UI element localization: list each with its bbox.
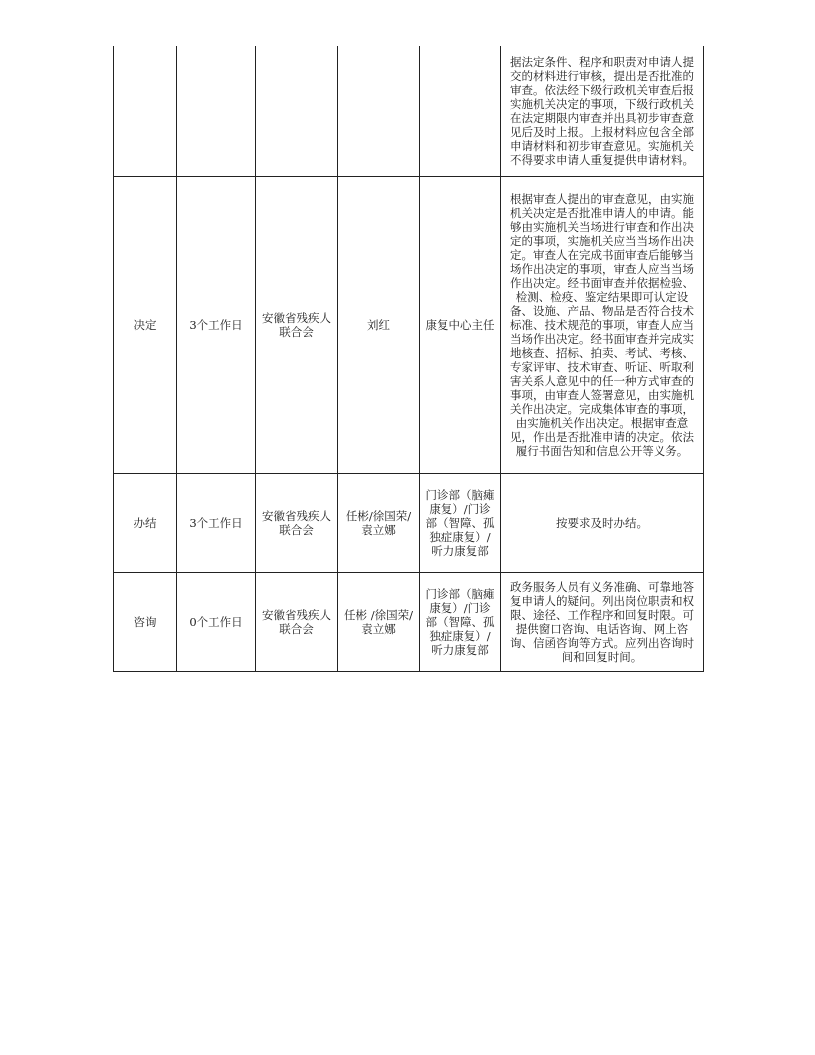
cell-department [256,46,338,177]
process-table [113,46,704,672]
cell-step: 咨询 [114,573,177,672]
cell-step [114,46,177,177]
cell-person [338,46,420,177]
table-row-review-continued [114,46,704,177]
table-row-finish [114,474,704,573]
cell-person: 刘红 [338,177,420,474]
cell-person: 任彬/徐国荣/袁立娜 [338,474,420,573]
cell-post [420,46,501,177]
cell-post: 康复中心主任 [420,177,501,474]
cell-department: 安徽省残疾人联合会 [256,474,338,573]
cell-department: 安徽省残疾人联合会 [256,177,338,474]
cell-step: 办结 [114,474,177,573]
cell-post: 门诊部（脑瘫康复）/门诊部（智障、孤独症康复）/听力康复部 [420,474,501,573]
cell-department: 安徽省残疾人联合会 [256,573,338,672]
cell-standard: 政务服务人员有义务准确、可靠地答复申请人的疑问。列出岗位职责和权限、途径、工作程序和回复时限。可提供窗口咨询、电话咨询、网上咨询、信函咨询等方式。应列出咨询时间和回复时间。 [501,573,704,672]
cell-time-limit: 0个工作日 [177,573,256,672]
table-row-consult [114,573,704,672]
cell-standard: 据法定条件、程序和职责对申请人提交的材料进行审核，提出是否批准的审查。依法经下级行政机关审查后报实施机关决定的事项，下级行政机关在法定期限内审查并出具初步审查意见后及时上报。上报材料应包含全部申请材料和初步审查意见。实施机关不得要求申请人重复提供申请材料。 [501,46,704,177]
cell-person: 任彬 /徐国荣/袁立娜 [338,573,420,672]
table-row-decide [114,177,704,474]
cell-post: 门诊部（脑瘫康复）/门诊部（智障、孤独症康复）/听力康复部 [420,573,501,672]
cell-time-limit [177,46,256,177]
cell-standard: 按要求及时办结。 [501,474,704,573]
cell-standard: 根据审查人提出的审查意见，由实施机关决定是否批准申请人的申请。能够由实施机关当场进行审查和作出决定的事项，实施机关应当当场作出决定。审查人在完成书面审查后能够当场作出决定的事项，审查人应当当场作出决定。经书面审查并依据检验、检测、检疫、鉴定结果即可认定设备、设施、产品、物品是否符合技术标准、技术规范的事项，审查人应当当场作出决定。经书面审查并完成实地核查、招标、拍卖、考试、考核、专家评审、技术审查、听证、听取利害关系人意见中的任一种方式审查的事项，由审查人签署意见，由实施机关作出决定。完成集体审查的事项，由实施机关作出决定。根据审查意见，作出是否批准申请的决定。依法履行书面告知和信息公开等义务。 [501,177,704,474]
cell-time-limit: 3个工作日 [177,177,256,474]
cell-time-limit: 3个工作日 [177,474,256,573]
cell-step: 决定 [114,177,177,474]
